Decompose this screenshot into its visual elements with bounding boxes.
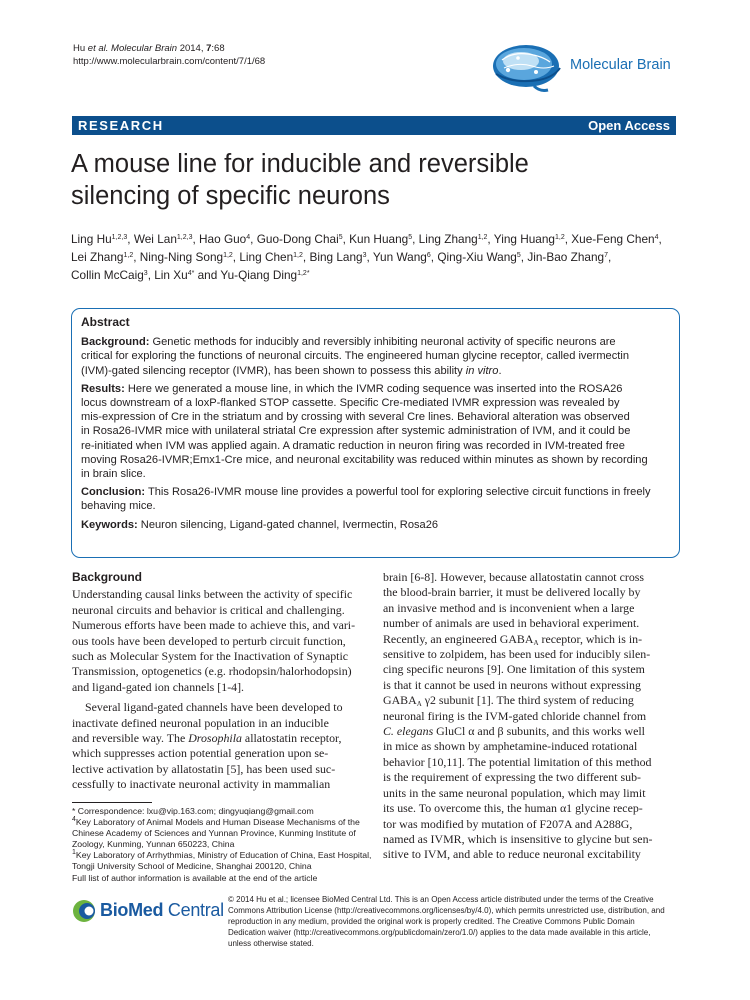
author-line: Collin McCaig$^3$, Lin $Xu^{4*}$ and Yu-Qiang Ding$^{1,2*}$ xyxy=(71,268,310,282)
paragraph: Understanding causal links between the activity of specific neuronal circuits and behavior is critical and challenging. Numerous efforts have been made to achieve this, and vari- ous tools have been developed to perturb circuit function, such as Molecular System for the Inactivation of Synaptic Transmission, optogenetics (e.g. rhodopsin/halorhodopsin) and ligand-gated ion channels [1-4]. xyxy=(72,587,356,694)
abstract-background: Background: Genetic methods for inducibly and reversibly inhibiting neuronal activity of specific neurons are critical for exploring the functions of neuronal circuits. The engineered human glycine receptor, called ivermectin (IVM)-gated silencing receptor (IVMR), has been shown to possess this ability in vitro. xyxy=(81,336,629,377)
author[interactable]: Xue-Feng Chen$^4$ xyxy=(571,232,659,246)
author[interactable]: Ying Huang$^{1,2}$ xyxy=(493,232,565,246)
title-line: A mouse line for inducible and reversible xyxy=(71,150,529,178)
author[interactable]: Ling Zhang$^{1,2}$ xyxy=(418,232,488,246)
footnotes: * Correspondence: lxu@vip.163.com; dingyuqiang@gmail.com $^4$Key Laboratory of Animal Models and Human Disease Mechanisms of the Chinese Academy of Sciences and Yunnan Province, Kunming Institute of Zoology, Kunming, Yunnan 650223, China $^1$Key Laboratory of Arrhythmias, Ministry of Education of China, East Hospital, Tongji University School of Medicine, Shanghai 200120, China Full list of author information is available at the end of the article xyxy=(72,806,372,883)
section-heading: Background xyxy=(72,570,143,584)
author[interactable]: Wei Lan$^{1,2,3}$ xyxy=(133,232,193,246)
paragraph: brain [6-8]. However, because allatostatin cannot cross the blood-brain barrier, it must be delivered locally by an invasive method and is inconvenient when a large number of animals are used in behavioral experiment. Recently, an engineered $GABA_A$ receptor, which is in- sensitive to zolpidem, has been used for inducibly silen- cing specific neurons [9]. One limitation of this system is that it cannot be used in neurons without expressing $GABA_A$ γ2 subunit [1]. The third system of reducing neuronal firing is the IVM-gated chloride channel from C. elegans GluCl α and β subunits, and this works well in mice as shown by amphetamine-induced rotational behavior [10,11]. The potential limitation of this method is the requirement of expressing the two different sub- units in the same neuronal population, which may limit its use. To overcome this, the human α1 glycine recep- tor was modified by mutation of F207A and A288G, named as IVMR, which is insensitive to glycine but sen- sitive to IVM, and able to reduce neuronal excitability xyxy=(383,570,653,862)
author[interactable]: Yu-Qiang Ding$^{1,2*}$ xyxy=(220,268,310,282)
author[interactable]: Kun Huang$^5$ xyxy=(349,232,413,246)
author[interactable]: Ling Chen$^{1,2}$ xyxy=(239,250,303,264)
author-line: Ling Hu$^{1,2,3}$, Wei Lan$^{1,2,3}$, Hao Guo$^4$, Guo-Dong Chai$^5$, Kun Huang$^5$, Ling Zhang$^{1,2}$, Ying Huang$^{1,2}$, Xue-Feng Chen$^4$, xyxy=(71,232,662,246)
author[interactable]: Jin-Bao Zhang$^7$ xyxy=(527,250,608,264)
open-access-label: Open Access xyxy=(588,118,670,133)
abstract-keywords: Keywords: Neuron silencing, Ligand-gated channel, Ivermectin, Rosa26 xyxy=(81,518,439,531)
author[interactable]: Bing Lang$^3$ xyxy=(309,250,367,264)
author[interactable]: Guo-Dong Chai$^5$ xyxy=(256,232,343,246)
citation-article: :68 xyxy=(211,43,225,54)
journal-logo[interactable] xyxy=(484,40,684,95)
correspondence[interactable]: * Correspondence: lxu@vip.163.com; dingyuqiang@gmail.com xyxy=(72,806,314,816)
author[interactable]: Qing-Xiu Wang$^5$ xyxy=(437,250,521,264)
citation-year: 2014, xyxy=(179,43,204,54)
author[interactable]: Ling Hu$^{1,2,3}$ xyxy=(71,232,128,246)
citation-header xyxy=(73,42,265,68)
author[interactable]: Ning-Ning Song$^{1,2}$ xyxy=(139,250,233,264)
license-notice: © 2014 Hu et al.; licensee BioMed Central Ltd. This is an Open Access article distributed under the terms of the Creative Commons Attribution License (http://creativecommons.org/licenses/by/4.0), which permits unrestricted use, distribution, and reproduction in any medium, provided the original work is properly credited. The Creative Commons Public Domain Dedication waiver (http://creativecommons.org/publicdomain/zero/1.0/) applies to the data made available in this article, unless otherwise stated. xyxy=(228,895,665,948)
footnote-divider xyxy=(72,802,152,803)
abstract-heading: Abstract xyxy=(81,315,130,329)
author[interactable]: Lei Zhang$^{1,2}$ xyxy=(71,250,134,264)
citation-volume: 7 xyxy=(206,43,212,54)
citation-journal: Molecular Brain xyxy=(111,43,178,54)
title-line: silencing of specific neurons xyxy=(71,182,390,210)
body-column-right xyxy=(383,570,683,863)
full-list-note: Full list of author information is available at the end of the article xyxy=(72,873,318,883)
abstract-box xyxy=(71,308,680,558)
abstract-results: Results: Here we generated a mouse line, in which the IVMR coding sequence was inserted into the ROSA26 locus downstream of a loxP-flanked STOP cassette. Specific Cre-mediated IVMR expression was revealed by mis-expression of Cre in the striatum and by crossing with several Cre lines. Behavioral alteration was observed in Rosa26-IVMR mice with unilateral striatal Cre expression after systemic administration of IVM, and it could be re-initiated when IVM was applied again. A dramatic reduction in neuron firing was recorded in IVM-treated free moving Rosa26-IVMR;Emx1-Cre mice, and neuronal excitability was reduced within minutes as shown by recording in brain slice. xyxy=(81,382,648,481)
citation-url[interactable]: http://www.molecularbrain.com/content/7/1/68 xyxy=(73,56,266,67)
author[interactable]: Hao Guo$^4$ xyxy=(199,232,251,246)
author[interactable]: Lin $Xu^{4*}$ xyxy=(154,268,195,282)
brain-icon xyxy=(484,40,568,94)
article-type-label: RESEARCH xyxy=(78,118,164,133)
journal-name: Molecular Brain xyxy=(570,57,671,73)
body-column-left xyxy=(72,570,372,793)
biomed-central-icon xyxy=(72,898,100,924)
paragraph: Several ligand-gated channels have been developed to inactivate defined neuronal population in an inducible and reversible way. The Drosophila allatostatin receptor, which suppresses action potential generation upon se- lective activation by allatostatin [5], has been used suc- cessfully to inactivate neuronal activity in mammalian xyxy=(72,700,343,792)
citation-etal: et al. xyxy=(87,43,109,54)
biomed-central-wordmark: BioMed Central xyxy=(100,900,224,920)
abstract-conclusion: Conclusion: This Rosa26-IVMR mouse line provides a powerful tool for exploring selective circuit functions in freely behaving mice. xyxy=(81,486,651,513)
article-title xyxy=(71,148,681,212)
author[interactable]: Collin McCaig$^3$ xyxy=(71,268,148,282)
author-line: Lei Zhang$^{1,2}$, Ning-Ning Song$^{1,2}$, Ling Chen$^{1,2}$, Bing Lang$^3$, Yun Wang$^6$, Qing-Xiu Wang$^5$, Jin-Bao Zhang$^7$, xyxy=(71,250,612,264)
article-type-banner xyxy=(72,116,676,135)
citation-authors: Hu xyxy=(73,43,88,54)
citation-line xyxy=(73,42,265,55)
biomed-central-logo[interactable] xyxy=(72,898,224,924)
author[interactable]: Yun Wang$^6$ xyxy=(372,250,431,264)
author-list xyxy=(71,230,683,284)
